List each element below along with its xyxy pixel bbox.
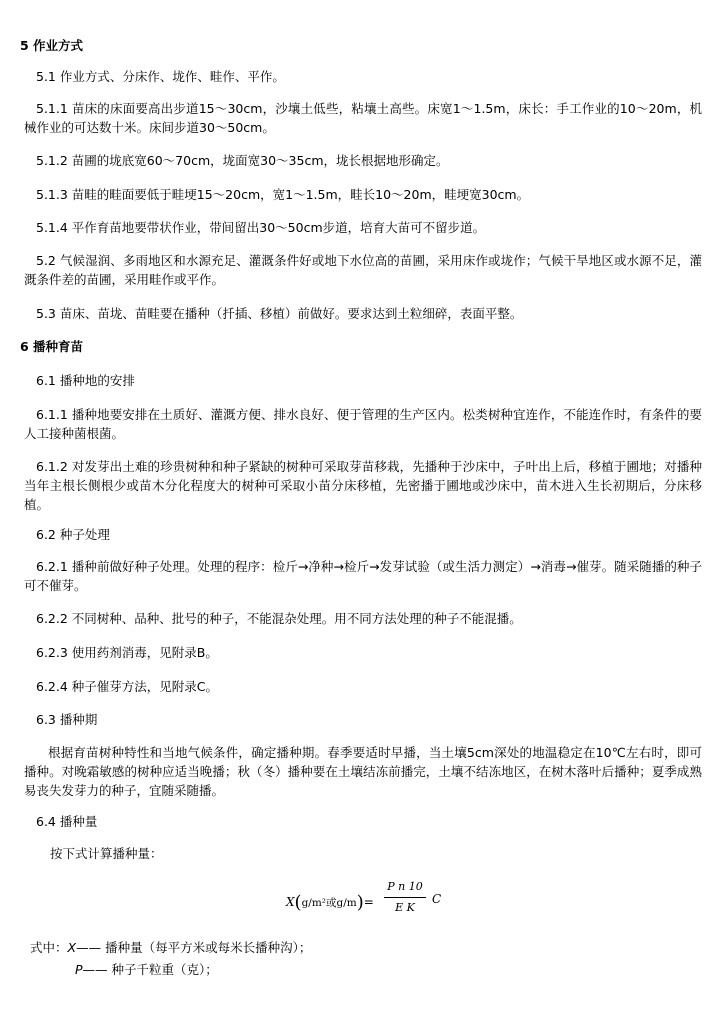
legend-x-var: X xyxy=(67,940,77,955)
legend-p-var: P xyxy=(75,962,83,977)
legend-x-desc: —— 播种量（每平方米或每米长播种沟）； xyxy=(76,940,312,955)
section-5-heading: 5 作业方式 xyxy=(20,38,84,53)
para-6-1-1: 6.1.1 播种地要安排在土质好、灌溉方便、排水良好、便于管理的生产区内。松类树种宜连作，不能连作时，有条件的要人工接种菌根菌。 xyxy=(24,407,702,441)
para-6-3: 6.3 播种期 xyxy=(36,712,98,727)
formula-denominator: E K xyxy=(395,901,415,914)
para-6-2-2: 6.2.2 不同树种、品种、批号的种子，不能混杂处理。用不同方法处理的种子不能混播。 xyxy=(36,611,522,626)
para-5-1-2: 5.1.2 苗圃的垅底宽60～70cm，垅面宽30～35cm，垅长根据地形确定。 xyxy=(36,153,449,168)
formula-lhs: X(g/m²或g/m)= xyxy=(286,892,374,913)
para-5-1: 5.1 作业方式、分床作、垅作、畦作、平作。 xyxy=(36,69,285,84)
para-5-1-4: 5.1.4 平作育苗地要带状作业，带间留出30～50cm步道，培育大苗可不留步道。 xyxy=(36,220,486,235)
formula-numerator: P n 10 xyxy=(387,880,423,893)
para-6-3-body: 根据育苗树种特性和当地气候条件，确定播种期。春季要适时早播，当土壤5cm深处的地温稳定在10℃左右时，即可播种。对晚霜敏感的树种应适当晚播；秋（冬）播种要在土壤结冻前播完，土壤不结冻地区，在树木落叶后播种；夏季成熟易丧失发芽力的种子，宜随采随播。 xyxy=(24,745,702,798)
para-6-2: 6.2 种子处理 xyxy=(36,527,110,542)
legend-x-row xyxy=(30,940,311,956)
para-5-2: 5.2 气候湿润、多雨地区和水源充足、灌溉条件好或地下水位高的苗圃，采用床作或垅作；气候干旱地区或水源不足，灌溉条件差的苗圃，采用畦作或平作。 xyxy=(24,253,702,287)
formula-fraction-bar xyxy=(384,897,426,898)
formula-fraction xyxy=(384,880,426,915)
formula-equals: = xyxy=(363,895,374,909)
seeding-rate-formula xyxy=(286,880,456,920)
legend-p-desc: —— 种子千粒重（克）； xyxy=(82,962,218,977)
para-6-2-4: 6.2.4 种子催芽方法，见附录C。 xyxy=(36,679,219,694)
legend-prefix: 式中： xyxy=(30,940,68,955)
para-6-4-body: 按下式计算播种量： xyxy=(50,846,163,861)
formula-factor: C xyxy=(432,892,442,906)
formula-lhs-unit: g/m²或g/m xyxy=(301,897,357,909)
para-5-1-3: 5.1.3 苗畦的畦面要低于畦埂15～20cm，宽1～1.5m，畦长10～20m，畦埂宽30cm。 xyxy=(36,187,530,202)
para-5-3: 5.3 苗床、苗垅、苗畦要在播种（扦插、移植）前做好。要求达到土粒细碎，表面平整。 xyxy=(36,306,523,321)
para-6-1-2: 6.1.2 对发芽出土难的珍贵树种和种子紧缺的树种可采取芽苗移栽，先播种于沙床中，子叶出上后，移植于圃地；对播种当年主根长侧根少或苗木分化程度大的树种可采取小苗分床移植，先密播于圃地或沙床中，苗木进入生长初期后，分床移植。 xyxy=(24,459,702,512)
section-6-heading: 6 播种育苗 xyxy=(20,339,84,354)
para-5-1-1: 5.1.1 苗床的床面要高出步道15～30cm，沙壤土低些，粘壤土高些。床宽1～1.5m，床长：手工作业的10～20m，机械作业的可达数十米。床间步道30～50cm。 xyxy=(24,101,702,135)
legend-p-row xyxy=(75,962,218,978)
para-6-1: 6.1 播种地的安排 xyxy=(36,373,135,388)
para-6-2-3: 6.2.3 使用药剂消毒，见附录B。 xyxy=(36,645,218,660)
para-6-4: 6.4 播种量 xyxy=(36,814,98,829)
para-6-2-1: 6.2.1 播种前做好种子处理。处理的程序：检斤→净种→检斤→发芽试验（或生活力测定）→消毒→催芽。随采随播的种子可不催芽。 xyxy=(24,559,702,593)
formula-lhs-var: X xyxy=(286,895,295,909)
